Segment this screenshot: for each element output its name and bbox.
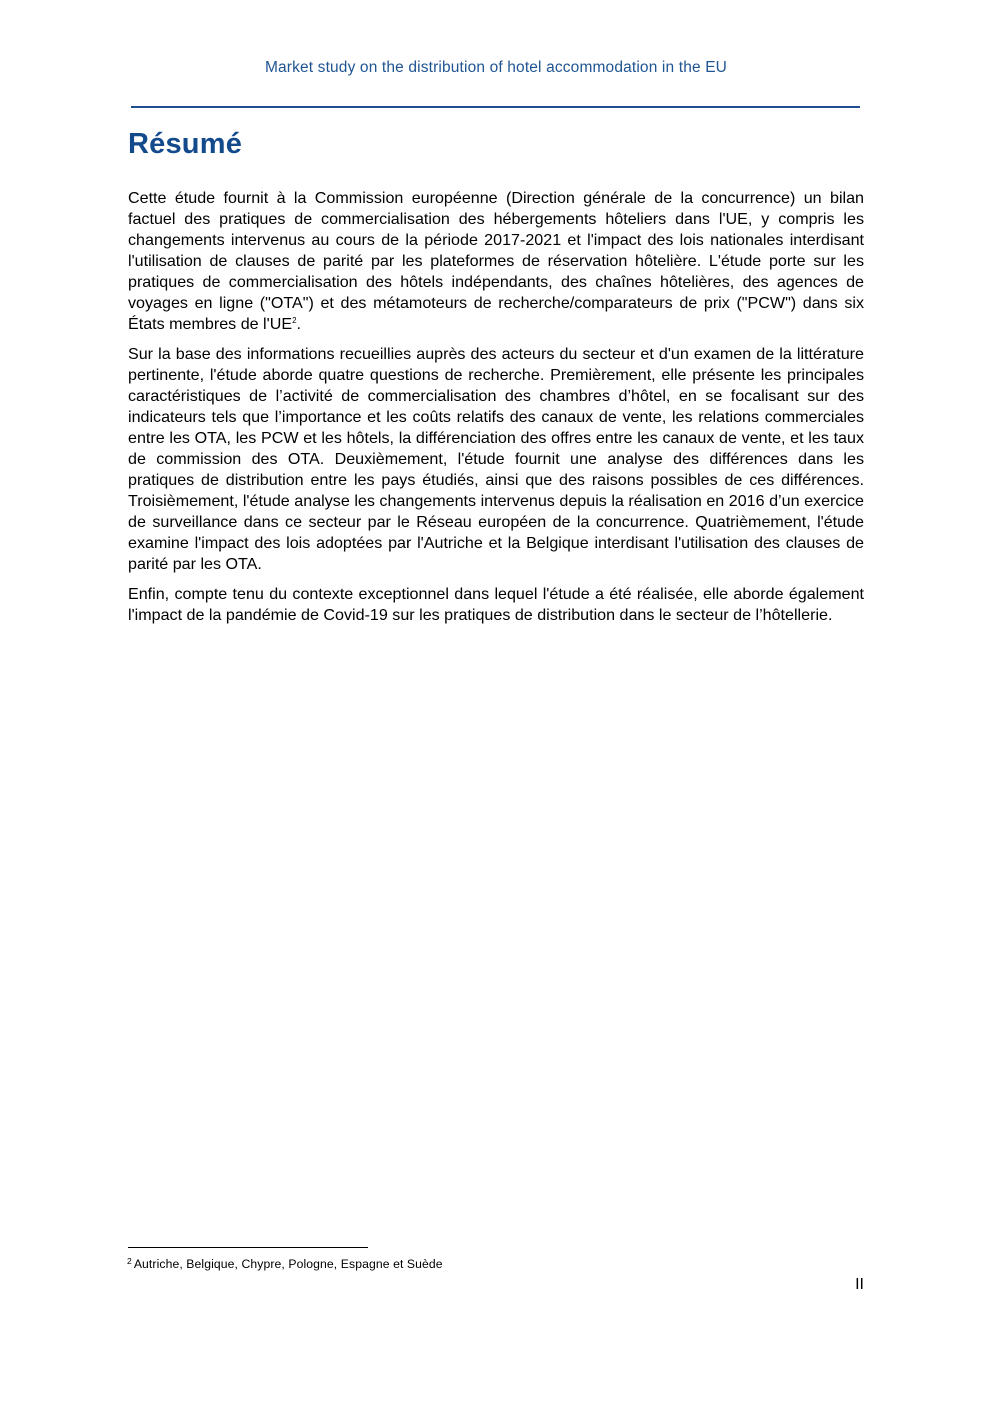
footnote-divider <box>128 1247 368 1248</box>
paragraph-1 <box>128 188 864 335</box>
footnote <box>127 1256 443 1272</box>
paragraph-2: Sur la base des informations recueillies auprès des acteurs du secteur et d'un examen de la littérature pertinente, l'étude aborde quatre questions de recherche. Premièrement, elle présente les principales caractéristiques de l’activité de commercialisation des chambres d’hôtel, en se focalisant sur des indicateurs tels que l’importance et les coûts relatifs des canaux de vente, les relations commerciales entre les OTA, les PCW et les hôtels, la différenciation des offres entre les canaux de vente, et les taux de commission des OTA. Deuxièmement, l'étude fournit une analyse des différences dans les pratiques de distribution entre les pays étudiés, ainsi que des raisons possibles de ces différences. Troisièmement, l'étude analyse les changements intervenus depuis la réalisation en 2016 d’un exercice de surveillance dans ce secteur par le Réseau européen de la concurrence. Quatrièmement, l'étude examine l'impact des lois adoptées par l'Autriche et la Belgique interdisant l'utilisation des clauses de parité par les OTA. <box>128 345 864 573</box>
paragraph-1-text: Cette étude fournit à la Commission européenne (Direction générale de la concurrence) un bilan factuel des pratiques de commercialisation des hébergements hôteliers dans l'UE, y compris les changements intervenus au cours de la période 2017-2021 et l'impact des lois nationales interdisant l'utilisation de clauses de parité par les plateformes de réservation hôtelière. L'étude porte sur les pratiques de commercialisation des hôtels indépendants, des chaînes hôtelières, des agences de voyages en ligne ("OTA") et des métamoteurs de recherche/comparateurs de prix ("PCW") dans six États membres de l'UE <box>128 189 864 333</box>
header-divider <box>131 106 860 108</box>
footnote-text: Autriche, Belgique, Chypre, Pologne, Espagne et Suède <box>133 1257 443 1271</box>
running-header: Market study on the distribution of hotel accommodation in the EU <box>264 59 728 76</box>
body-text <box>128 188 864 635</box>
paragraph-3: Enfin, compte tenu du contexte exceptionnel dans lequel l'étude a été réalisée, elle aborde également l'impact de la pandémie de Covid-19 sur les pratiques de distribution dans le secteur de l’hôtellerie. <box>128 585 864 624</box>
page-number: II <box>855 1276 864 1293</box>
paragraph-1-end: . <box>296 315 302 333</box>
footnote-number: 2 <box>127 1256 132 1266</box>
section-title: Résumé <box>128 128 243 160</box>
footnote-reference[interactable]: 2 <box>292 316 297 325</box>
